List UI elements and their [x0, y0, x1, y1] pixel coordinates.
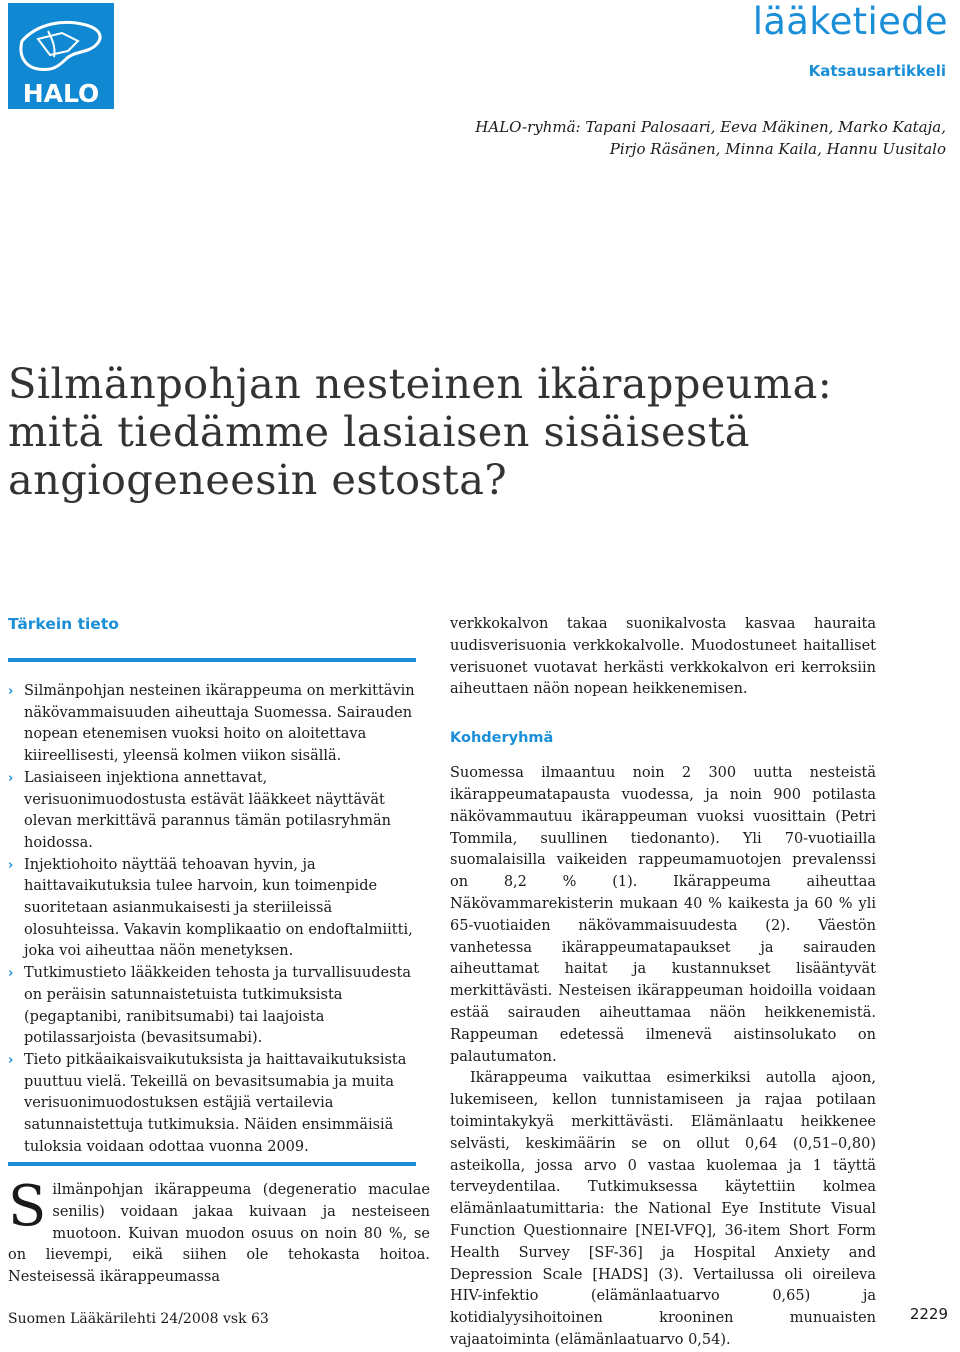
body-paragraph-1: Suomessa ilmaantuu noin 2 300 uutta nesteistä ikärappeumatapausta vuodessa, ja noin 900 potilasta näkövammautuu ikärappeuman vuoksi vuosittain (Petri Tommila, suullinen tiedonanto). Yli 70-vuotiailla suomalaisilla vaikeiden rappeumamuotojen prevalenssi on 8,2 % (1). Ikärappeuma aiheuttaa Näkövammarekisterin mukaan 40 % kaikesta ja 60 % yli 65-vuotiaiden näkövammaisuudesta (2). Väestön vanhetessa ikärappeumatapaukset ja sairauden aiheuttamat haitat ja kustannukset lisääntyvät merkittävästi. Nesteisen ikärappeuman hoidoilla voidaan estää sairauden aiheuttamaa näön heikkenemistä. Rappeuman edetessä ilmenevä aistinsolukato on palautumaton. [450, 765, 876, 1065]
key-point-text: Silmänpohjan nesteinen ikärappeuma on merkittävin näkövammaisuuden aiheuttaja Suomessa. Sairauden nopean etenemisen vuoksi hoito on aloitettava kiireellisesti, yleensä kolmen viikon sisällä. [24, 683, 415, 765]
drop-cap: S [8, 1174, 47, 1239]
title-line-3: angiogeneesin estosta? [8, 455, 508, 504]
key-point-text: Tieto pitkäaikaisvaikutuksista ja haittavaikutuksista puuttuu vielä. Tekeillä on bevasitsumabia ja muita verisuonimuodostuksen estäjiä vertailevia satunnaistettuja tutkimuksia. Näiden ensimmäisiä tuloksia voidaan odottaa vuonna 2009. [24, 1051, 407, 1155]
right-column [450, 614, 876, 1352]
list-item [8, 1050, 428, 1159]
continuation-paragraph: verkkokalvon takaa suonikalvosta kasvaa hauraita uudisverisuonia verkkokalvolle. Muodostuneet haitalliset verisuonet vuotavat herkästi verkkokalvon eri kerroksiin aiheuttaen näön nopean heikkenemisen. [450, 616, 876, 698]
journal-footer: Suomen Lääkärilehti 24/2008 vsk 63 [8, 1311, 269, 1327]
key-points-bottom-rule [8, 1162, 416, 1166]
intro-text: ilmänpohjan ikärappeuma (degeneratio maculae senilis) voidaan jakaa kuivaan ja nesteiseen muotoon. Kuivan muodon osuus on noin 80 %, se on lievempi, eikä siihen ole tehokasta hoitoa. Nesteisessä ikärappeumassa [8, 1182, 430, 1286]
chevron-right-icon: › [8, 770, 14, 786]
intro-paragraph [8, 1174, 430, 1289]
section-title: lääketiede [752, 0, 948, 43]
authors: HALO-ryhmä: Tapani Palosaari, Eeva Mäkinen, Marko Kataja, Pirjo Räsänen, Minna Kaila, Hannu Uusitalo [475, 118, 946, 158]
key-points-heading: Tärkein tieto [8, 615, 119, 633]
subheading-kohderyhma: Kohderyhmä [450, 730, 554, 747]
logo-text: HALO [22, 79, 100, 108]
list-item [8, 681, 428, 768]
body-paragraph-2: Ikärappeuma vaikuttaa esimerkiksi autolla ajoon, lukemiseen, kellon tunnistamiseen ja rajaa potilaan toimintakykyä merkittävästi. Elämänlaatu heikkenee selvästi, keskimäärin se on ollut 0,64 (0,51–0,80) asteikolla, jossa arvo 0 vastaa kuolemaa ja 1 täyttä terveydentilaa. Tutkimuksessa käytettiin kolmea elämänlaatumittaria: the National Eye Institute Visual Function Questionnaire [NEI-VFQ], 36-item Short Form Health Survey [SF-36] ja Hospital Anxiety and Depression Scale [HADS] (3). Vertailussa oli oireileva HIV-infektio (elämänlaatuarvo 0,65) ja kotidialyysihoitoinen krooninen munuaisten vajaatoiminta (elämänlaatuarvo 0,54). [450, 1070, 876, 1348]
chevron-right-icon: › [8, 1052, 14, 1068]
key-point-text: Tutkimustieto lääkkeiden tehosta ja turvallisuudesta on peräisin satunnaistetuista tutkimuksista (pegaptanibi, ranibitsumabi) tai laajoista potilassarjoista (bevasitsumabi). [24, 965, 412, 1047]
title-line-1: Silmänpohjan nesteinen ikärappeuma: [8, 359, 833, 408]
chevron-right-icon: › [8, 857, 14, 873]
list-item [8, 963, 428, 1050]
article-type: Katsausartikkeli [808, 62, 946, 80]
list-item [8, 855, 428, 964]
chevron-right-icon: › [8, 684, 14, 699]
title-line-2: mitä tiedämme lasiaisen sisäisestä [8, 407, 750, 456]
key-points-list [8, 681, 428, 1158]
page-number: 2229 [909, 1305, 948, 1323]
key-point-text: Lasiaiseen injektiona annettavat, verisuonimuodostusta estävät lääkkeet näyttävät olevan merkittävä parannus tämän potilasryhmän hoidossa. [24, 769, 391, 851]
halo-logo [8, 3, 114, 109]
key-point-text: Injektiohoito näyttää tehoavan hyvin, ja haittavaikutuksia tulee harvoin, kun toimenpide suoritetaan asianmukaisesti ja steriileissä olosuhteissa. Vakavin komplikaatio on endoftalmiitti, joka voi aiheuttaa näön menetyksen. [24, 856, 413, 960]
article-title [8, 360, 908, 504]
halo-logo-graphic [8, 3, 114, 109]
chevron-right-icon: › [8, 966, 14, 982]
key-points-top-rule [8, 658, 416, 662]
list-item [8, 768, 428, 855]
